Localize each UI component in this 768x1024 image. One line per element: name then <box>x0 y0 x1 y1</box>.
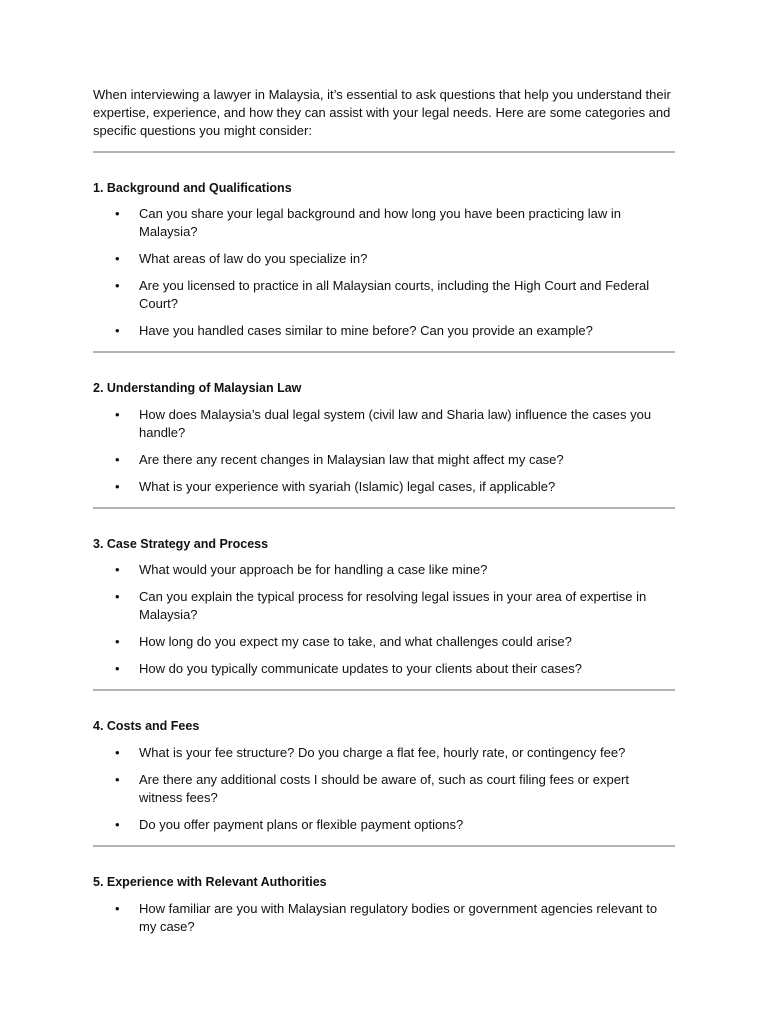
question-list <box>93 406 675 496</box>
section-authorities <box>93 873 675 936</box>
question-item: • Do you offer payment plans or flexible payment options? <box>93 816 675 834</box>
section-costs-fees <box>93 717 675 834</box>
section-title: 1. Background and Qualifications <box>93 181 292 195</box>
question-item: • What is your fee structure? Do you charge a flat fee, hourly rate, or contingency fee? <box>93 744 675 762</box>
question-item: • Are there any additional costs I should be aware of, such as court filing fees or expert witness fees? <box>93 771 675 807</box>
divider <box>93 845 675 847</box>
question-list <box>93 900 675 936</box>
question-list <box>93 561 675 678</box>
divider <box>93 507 675 509</box>
question-list <box>93 205 675 340</box>
question-item: • Can you explain the typical process for resolving legal issues in your area of expertise in Malaysia? <box>93 588 675 624</box>
section-background <box>93 179 675 340</box>
question-item: • How familiar are you with Malaysian regulatory bodies or government agencies relevant to my case? <box>93 900 675 936</box>
section-title: 3. Case Strategy and Process <box>93 537 269 551</box>
question-item: • What would your approach be for handling a case like mine? <box>93 561 675 579</box>
question-item: • Have you handled cases similar to mine before? Can you provide an example? <box>93 322 675 340</box>
question-item: • Are there any recent changes in Malaysian law that might affect my case? <box>93 451 675 469</box>
question-item: • How long do you expect my case to take, and what challenges could arise? <box>93 633 675 651</box>
section-malaysian-law <box>93 379 675 496</box>
question-item: • Can you share your legal background and how long you have been practicing law in Malaysia? <box>93 205 675 241</box>
divider <box>93 689 675 691</box>
question-item: • How does Malaysia’s dual legal system (civil law and Sharia law) influence the cases you handle? <box>93 406 675 442</box>
question-item: • What areas of law do you specialize in? <box>93 250 675 268</box>
divider <box>93 351 675 353</box>
section-title: 4. Costs and Fees <box>93 719 200 733</box>
question-item: • Are you licensed to practice in all Malaysian courts, including the High Court and Federal Court? <box>93 277 675 313</box>
section-title: 5. Experience with Relevant Authorities <box>93 875 327 889</box>
question-list <box>93 744 675 834</box>
document-page <box>93 86 675 936</box>
section-case-strategy <box>93 535 675 678</box>
section-title: 2. Understanding of Malaysian Law <box>93 381 302 395</box>
intro-paragraph: When interviewing a lawyer in Malaysia, it’s essential to ask questions that help you understand their expertise, experience, and how they can assist with your legal needs. Here are some categories and specific questions you might consider: <box>93 87 671 138</box>
divider <box>93 151 675 153</box>
question-item: • What is your experience with syariah (Islamic) legal cases, if applicable? <box>93 478 675 496</box>
question-item: • How do you typically communicate updates to your clients about their cases? <box>93 660 675 678</box>
